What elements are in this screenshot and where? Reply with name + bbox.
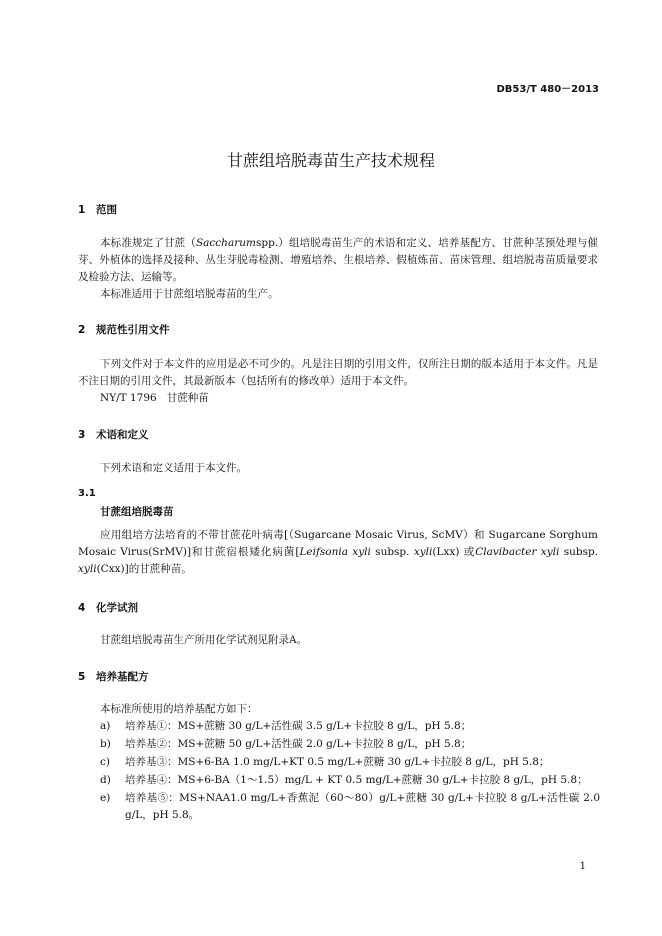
reference-code: NY/T 1796 [100,392,157,404]
italic-text: xyli [78,563,97,575]
section-title: 术语和定义 [96,429,149,441]
list-item-text: 培养基②：MS+蔗糖 50 g/L+活性碳 2.0 g/L+卡拉胶 8 g/L，pH 5.8； [125,738,472,750]
list-item-label: c) [100,756,110,768]
section-5-heading [78,669,149,684]
section-title: 培养基配方 [96,671,149,683]
section-1-heading [78,202,117,217]
normative-reference [100,390,209,407]
list-item-label: e) [100,792,111,804]
term-definition [78,527,598,578]
reference-title: 甘蔗种苗 [166,392,209,404]
section-title: 范围 [96,204,117,216]
page-number: 1 [579,861,586,872]
list-item-text: 培养基③：MS+6-BA 1.0 mg/L+KT 0.5 mg/L+蔗糖 30 g/L+卡拉胶 8 g/L，pH 5.8； [125,756,550,768]
list-item-label: a) [100,720,111,732]
section-title: 规范性引用文件 [96,324,170,336]
list-item-text: 培养基①：MS+蔗糖 30 g/L+活性碳 3.5 g/L+卡拉胶 8 g/L，pH 5.8； [125,720,472,732]
italic-text: Clavibacter xyli [475,546,560,558]
italic-text: xyli [413,546,433,558]
section-3-paragraph-1: 下列术语和定义适用于本文件。 [100,462,247,474]
list-item-text: 培养基④：MS+6-BA（1～1.5）mg/L + KT 0.5 mg/L+蔗糖 30 g/L+卡拉胶 8 g/L，pH 5.8； [125,774,588,786]
text-run: subsp. [370,546,414,558]
section-5-intro: 本标准所使用的培养基配方如下： [100,703,258,715]
list-item-text: 培养基⑤：MS+NAA1.0 mg/L+香蕉泥（60～80）g/L+蔗糖 30 g/L+卡拉胶 8 g/L+活性碳 2.0 g/L，pH 5.8。 [125,792,600,821]
section-title: 化学试剂 [96,602,138,614]
italic-text: Saccharum [195,237,256,249]
text-run: 应用组培方法培育的不带甘蔗花叶病毒[（Sugarcane Mosaic Virus, ScMV）和 Sugarcane Sorghum Mosaic Virus(SrMV)]和甘蔗宿根矮化病菌[ [78,529,598,558]
section-2-paragraph-1: 下列文件对于本文件的应用是必不可少的。凡是注日期的引用文件，仅所注日期的版本适用于本文件。凡是不注日期的引用文件，其最新版本（包括所有的修改单）适用于本文件。 [78,358,598,387]
term-number: 3.1 [78,488,96,499]
section-number: 2 [78,324,86,336]
section-number: 1 [78,204,86,216]
term-name: 甘蔗组培脱毒苗 [100,506,174,518]
section-number: 3 [78,429,86,441]
section-number: 5 [78,671,86,683]
section-1-paragraph-1 [78,235,598,286]
section-1-paragraph-2: 本标准适用于甘蔗组培脱毒苗的生产。 [100,288,279,300]
section-4-heading [78,600,138,615]
text-run: 本标准规定了甘蔗（ [100,237,196,249]
italic-text: Leifsonia xyli [299,546,371,558]
section-number: 4 [78,602,86,614]
section-2-heading [78,322,170,337]
list-item-label: b) [100,738,111,750]
document-code: DB53/T 480－2013 [496,84,599,95]
text-run: spp.）组培脱毒苗生产的术语和定义、培养基配方、甘蔗种茎预处理与催芽、外植体的选择及接种、丛生芽脱毒检测、增殖培养、生根培养、假植炼苗、苗床管理、组培脱毒苗质量要求及检验方法、运输等。 [78,237,599,283]
list-item-label: d) [100,774,111,786]
document-title: 甘蔗组培脱毒苗生产技术规程 [226,151,435,170]
section-3-heading [78,427,149,442]
text-run: (Cxx)]的甘蔗种苗。 [96,563,192,575]
text-run: (Lxx) 或 [432,546,476,558]
section-4-paragraph-1: 甘蔗组培脱毒苗生产所用化学试剂见附录A。 [100,634,308,646]
text-run: subsp. [559,546,599,558]
